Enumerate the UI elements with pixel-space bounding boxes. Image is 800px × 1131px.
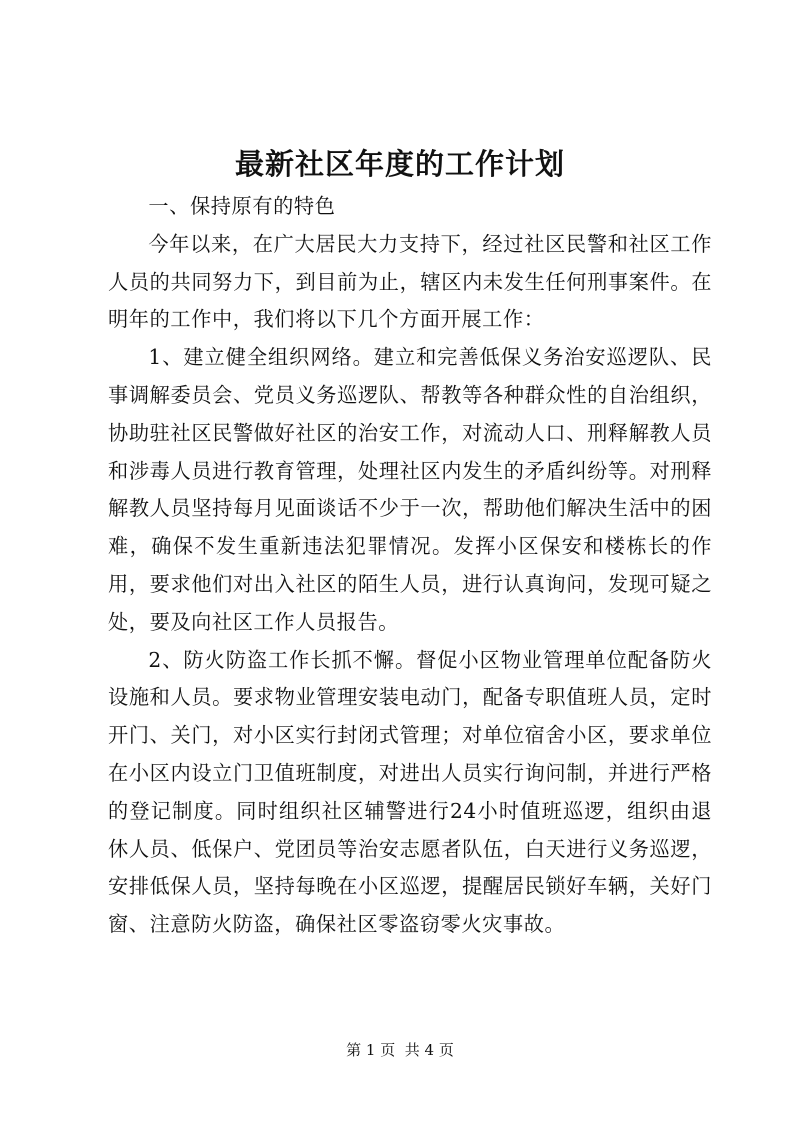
document-body	[108, 188, 712, 944]
section-heading: 一、保持原有的特色	[148, 194, 336, 218]
body-paragraph: 今年以来，在广大居民大力支持下，经过社区民警和社区工作人员的共同努力下，到目前为止，辖区内未发生任何刑事案件。在明年的工作中，我们将以下几个方面开展工作：	[108, 231, 712, 332]
body-paragraph: 1、建立健全组织网络。建立和完善低保义务治安巡逻队、民事调解委员会、党员义务巡逻队、帮教等各种群众性的自治组织，协助驻社区民警做好社区的治安工作，对流动人口、刑释解教人员和涉毒人员进行教育管理，处理社区内发生的矛盾纠纷等。对刑释解教人员坚持每月见面谈话不少于一次，帮助他们解决生活中的困难，确保不发生重新违法犯罪情况。发挥小区保安和楼栋长的作用，要求他们对出入社区的陌生人员，进行认真询问，发现可疑之处，要及向社区工作人员报告。	[108, 345, 712, 634]
body-paragraph: 2、防火防盗工作长抓不懈。督促小区物业管理单位配备防火设施和人员。要求物业管理安装电动门，配备专职值班人员，定时开门、关门，对小区实行封闭式管理；对单位宿舍小区，要求单位在小区内设立门卫值班制度，对进出人员实行询问制，并进行严格的登记制度。同时组织社区辅警进行24小时值班巡逻，组织由退休人员、低保户、党团员等治安志愿者队伍，白天进行义务巡逻，安排低保人员，坚持每晚在小区巡逻，提醒居民锁好车辆，关好门窗、注意防火防盗，确保社区零盗窃零火灾事故。	[108, 647, 712, 937]
page-number: 第 1 页 共 4 页	[346, 1041, 454, 1059]
document-title: 最新社区年度的工作计划	[234, 147, 565, 181]
page-footer	[0, 1040, 800, 1060]
